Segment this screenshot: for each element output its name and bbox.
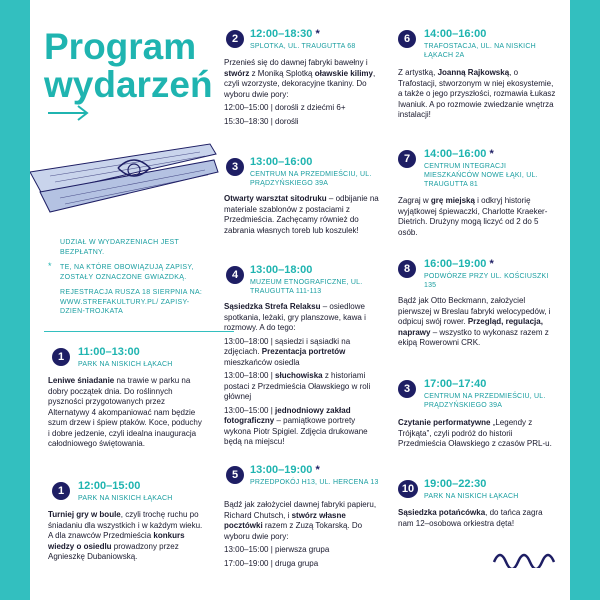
star-icon: * [315, 28, 320, 40]
event-place: MUZEUM ETNOGRAFICZNE, UL. TRAUGUTTA 111-113 [250, 279, 363, 295]
title-line-2: wydarzeń [44, 64, 213, 105]
event-number-badge: 4 [226, 266, 244, 284]
event-place: TRAFOSTACJA, UL. NA NISKICH ŁĄKACH 2A [424, 43, 536, 59]
event-number-badge: 2 [226, 30, 244, 48]
arrow-right-icon [46, 104, 90, 122]
event-place: PARK NA NISKICH ŁĄKACH [78, 361, 173, 368]
event-number-badge: 1 [52, 482, 70, 500]
event-place: SPLOTKA, UL. TRAUGUTTA 68 [250, 43, 356, 50]
event-place: PARK NA NISKICH ŁĄKACH [424, 493, 519, 500]
event-description: Bądź jak założyciel dawnej fabryki papieru, Richard Chutsch, i stwórz własne pocztówki razem z Zuzą Tokarską. Do wyboru dwie pory: 13:00–15:00 | pierwsza grupa 17:00–19:00 | druga grupa [224, 500, 377, 568]
event-description: Przenieś się do dawnej fabryki bawełny i stwórz z Moniką Splotką oławskie kilimy, czyli wzorzyste, dekoracyjne tkaniny. Do wyboru dwie pory: 12:00–15:00 | dorośli z dziećmi 6+ 15:30–18:30 | dorośli [224, 58, 376, 126]
squiggle-icon [492, 548, 560, 568]
divider [44, 331, 234, 332]
event-place: PRZEDPOKÓJ H13, UL. HERCENA 13 [250, 479, 379, 486]
event-description: Leniwe śniadanie na trawie w parku na dobry początek dnia. Do roślinnych pyszności przygotowanych przez Alternatywy 4 akompaniować nam będzie szum drzew i śpiew ptaków. Koce, poduchy i dobre jedzenie, czyli idealna inauguracja całodniowego świętowania. [48, 376, 202, 448]
event-description: Bądź jak Otto Beckmann, założyciel pierwszej w Breslau fabryki welocypedów, i odpicuj swój rower. Przegląd, regulacja, naprawy – wszystko to wykonasz razem z ekipą Rowerowni CRK. [398, 296, 551, 347]
star-icon: * [315, 464, 320, 476]
event-number-badge: 3 [398, 380, 416, 398]
event-description: Sąsiedzka potańcówka, do tańca zagra nam 12–osobowa orkiestra dęta! [398, 508, 543, 528]
event-description: Sąsiedzka Strefa Relaksu – osiedlowe spotkania, leżaki, gry planszowe, kawa i rozmowy. A do tego: 13:00–18:00 | sąsiedzi i sąsiadki na zdjęciach. Prezentacja portretów mieszkańców osiedla 13:00–18:00 | słuchowiska z historiami postaci z Przedmieścia Oławskiego w roli głównej 13:00–15:00 | jednodniowy zakład fotograficzny – pamiątkowe portrety wykona Piotr Spigiel. Zdjęcia drukowane będą na miejscu! [224, 302, 371, 446]
event-time: 19:00–22:30 [424, 478, 487, 490]
event-time: 14:00–16:00 * [424, 148, 494, 160]
event-number-badge: 6 [398, 30, 416, 48]
info-free: UDZIAŁ W WYDARZENIACH JEST BEZPŁATNY. [60, 239, 179, 256]
event-number-badge: 8 [398, 260, 416, 278]
event-number-badge: 5 [226, 466, 244, 484]
star-icon: * [489, 148, 494, 160]
event-time: 13:00–18:00 [250, 264, 313, 276]
event-time: 11:00–13:00 [78, 346, 140, 358]
event-time: 16:00–19:00 * [424, 258, 494, 270]
event-time: 12:00–15:00 [78, 480, 141, 492]
event-description: Czytanie performatywne „Legendy z Trójkąta”, czyli podróż do historii Przedmieścia Oławskiego z czasów PRL-u. [398, 418, 552, 448]
title-line-1: Program [44, 26, 197, 67]
event-time: 13:00–16:00 [250, 156, 313, 168]
event-description: Zagraj w grę miejską i odkryj historię wyjątkowej śpiewaczki, Charlotte Kraeker-Dietrich. Drużyny mogą liczyć od 2 do 5 osób. [398, 196, 548, 237]
event-time: 12:00–18:30 * [250, 28, 320, 40]
event-place: CENTRUM INTEGRACJI MIESZKAŃCÓW NOWE ŁĄKI, UL. TRAUGUTTA 81 [424, 163, 538, 188]
info-registration-link[interactable]: REJESTRACJA RUSZA 18 SIERPNIA NA: WWW.STREFAKULTURY.PL/ ZAPISY-DZIEN-TROJKATA [60, 289, 203, 315]
event-time: 17:00–17:40 [424, 378, 487, 390]
clothespin-icon [30, 142, 220, 216]
event-number-badge: 10 [398, 480, 418, 498]
star-icon: * [489, 258, 494, 270]
event-description: Turniej gry w boule, czyli trochę ruchu po śniadaniu dla wszystkich i w każdym wieku. A dla znawców Przedmieścia konkurs wiedzy o osiedlu prowadzony przez Agnieszkę Dubaniowską. [48, 510, 203, 561]
event-time: 13:00–19:00 * [250, 464, 320, 476]
info-registration-note: * TE, NA KTÓRE OBOWIĄZUJĄ ZAPISY, ZOSTAŁY OZNACZONE GWIAZDKĄ. [48, 261, 194, 281]
event-number-badge: 3 [226, 158, 244, 176]
event-description: Z artystką, Joanną Rajkowską, o Trafostacji, stworzonym w niej ekosystemie, a także o jego przyszłości, rozmawia Łukasz Iwaniuk. A po rozmowie zwiedzanie wnętrza instalacji! [398, 68, 556, 119]
event-place: PODWÓRZE PRZY UL. KOŚCIUSZKI 135 [424, 273, 549, 289]
event-number-badge: 7 [398, 150, 416, 168]
event-description: Otwarty warsztat sitodruku – odbijanie na materiale szablonów z postaciami z Przedmieścia. Zachęcamy również do zabrania własnych toreb lub koszulek! [224, 194, 379, 235]
star-icon: * [48, 261, 52, 271]
event-number-badge: 1 [52, 348, 70, 366]
page-title [44, 28, 213, 104]
info-block [48, 238, 210, 323]
event-place: PARK NA NISKICH ŁĄKACH [78, 495, 173, 502]
event-place: CENTRUM NA PRZEDMIEŚCIU, UL. PRĄDZYŃSKIEGO 39A [250, 171, 372, 187]
event-time: 14:00–16:00 [424, 28, 487, 40]
event-place: CENTRUM NA PRZEDMIEŚCIU, UL. PRĄDZYŃSKIEGO 39A [424, 393, 546, 409]
